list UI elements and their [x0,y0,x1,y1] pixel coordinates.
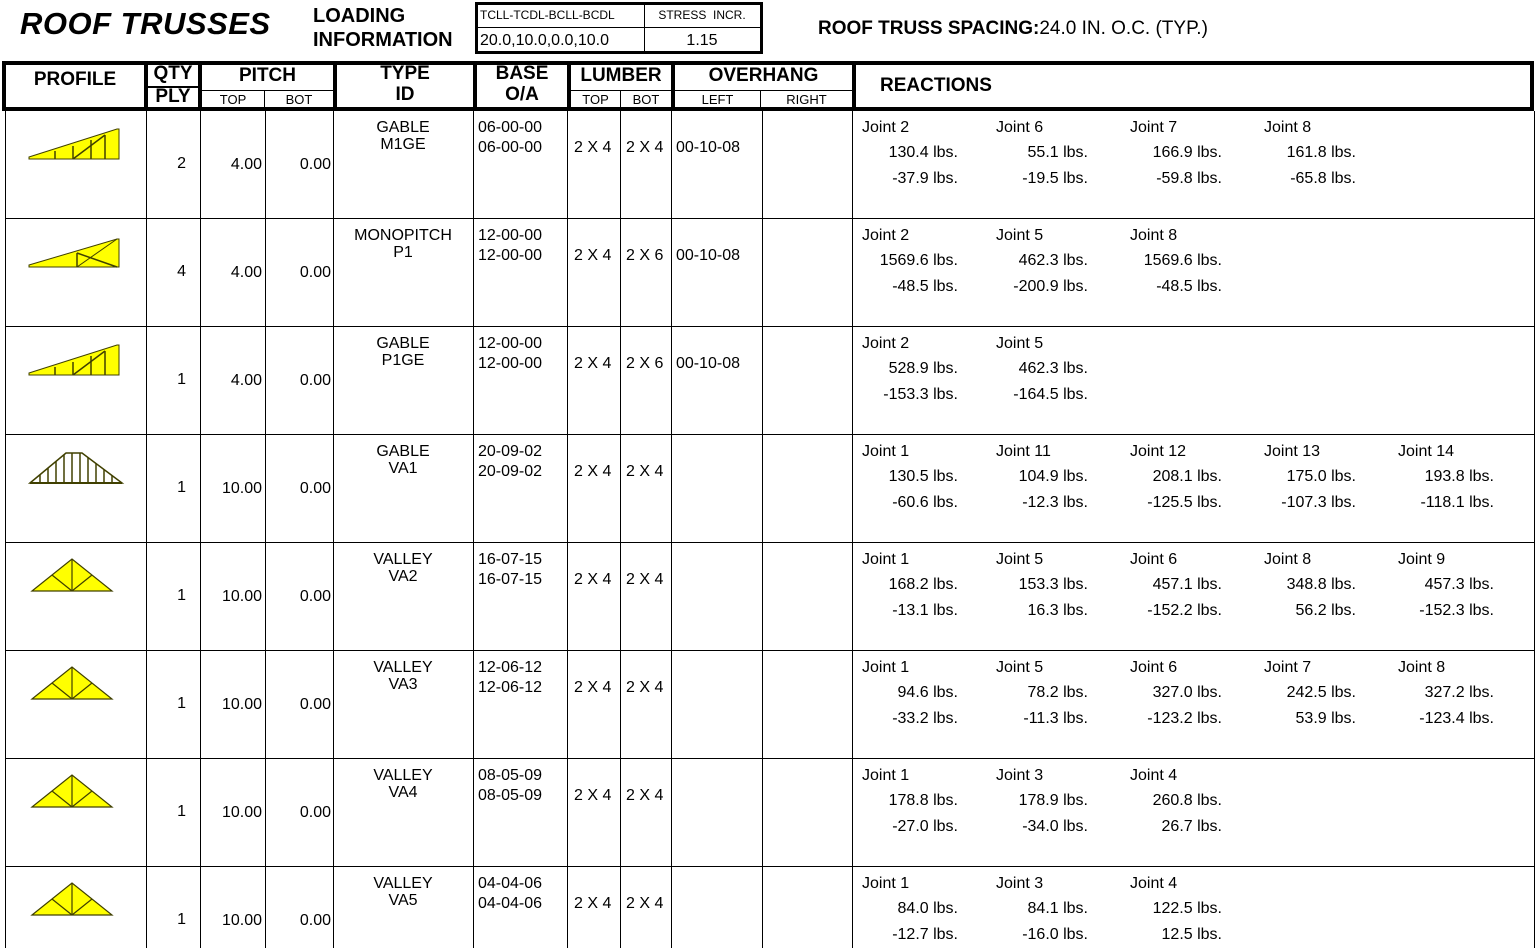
reaction-joint: Joint 8 [1398,659,1446,676]
reaction-max: 161.8 lbs. [1286,144,1356,161]
reaction-joint: Joint 12 [1130,443,1187,460]
grid-line-vertical [5,111,6,948]
reaction-joint: Joint 7 [1264,659,1312,676]
reaction-min: -152.2 lbs. [1147,602,1222,619]
row-separator [5,650,1535,651]
reaction-min: 26.7 lbs. [1161,818,1222,835]
col-qty: QTY [153,63,193,84]
base-cell: 12-06-12 [478,659,543,676]
lumber-bot-cell: 2 X 4 [626,139,664,156]
pitch-top-cell: 10.00 [221,912,262,929]
reaction-max: 178.9 lbs. [1018,792,1088,809]
reaction-max: 260.8 lbs. [1152,792,1222,809]
truss-id-cell: VA4 [388,784,418,801]
lumber-top-cell: 2 X 4 [574,463,612,480]
lumber-bot-cell: 2 X 4 [626,679,664,696]
reaction-joint: Joint 8 [1264,551,1312,568]
col-lumber-bot: BOT [632,92,660,107]
reaction-max: 153.3 lbs. [1018,576,1088,593]
lumber-top-cell: 2 X 4 [574,787,612,804]
row-separator [5,326,1535,327]
reaction-joint: Joint 6 [1130,659,1178,676]
qty-cell: 1 [177,587,186,604]
loading-information-label [313,4,453,52]
reaction-joint: Joint 1 [862,551,910,568]
truss-type-cell: GABLE [376,443,430,460]
reaction-joint: Joint 4 [1130,767,1178,784]
loading-label-line1: LOADING [313,5,406,27]
reaction-max: 104.9 lbs. [1018,468,1088,485]
reaction-max: 78.2 lbs. [1027,684,1088,701]
reaction-min: 56.2 lbs. [1295,602,1356,619]
truss-type-cell: MONOPITCH [354,227,452,244]
reaction-max: 528.9 lbs. [888,360,958,377]
reaction-max: 327.2 lbs. [1424,684,1494,701]
grid-line-vertical [567,111,568,948]
lumber-bot-cell: 2 X 4 [626,895,664,912]
pitch-bot-cell: 0.00 [299,156,331,173]
grid-line-vertical [620,111,621,948]
reaction-max: 175.0 lbs. [1286,468,1356,485]
reaction-min: -11.3 lbs. [1023,710,1088,727]
reaction-min: -34.0 lbs. [1022,818,1088,835]
reaction-joint: Joint 2 [862,227,910,244]
gable-mono-truss-icon [25,121,125,171]
reaction-joint: Joint 13 [1264,443,1321,460]
qty-cell: 4 [177,263,186,280]
lumber-top-cell: 2 X 4 [574,571,612,588]
pitch-top-cell: 10.00 [221,696,262,713]
reaction-min: -118.1 lbs. [1420,494,1494,511]
reaction-joint: Joint 8 [1264,119,1312,136]
loading-label-line2: INFORMATION [313,29,453,51]
reaction-min: 12.5 lbs. [1161,926,1222,943]
pitch-top-cell: 4.00 [230,156,262,173]
reaction-max: 1569.6 lbs. [879,252,958,269]
reaction-min: -107.3 lbs. [1281,494,1356,511]
lumber-top-cell: 2 X 4 [574,895,612,912]
base-cell: 12-00-00 [478,227,543,244]
reaction-joint: Joint 5 [996,227,1044,244]
truss-id-cell: P1 [393,244,413,261]
spacing-value: 24.0 IN. O.C. (TYP.) [1039,18,1208,39]
truss-type-cell: VALLEY [373,875,433,892]
pitch-bot-cell: 0.00 [299,372,331,389]
valley-truss-icon [26,769,126,819]
reaction-min: -16.0 lbs. [1022,926,1088,943]
reaction-joint: Joint 1 [862,443,910,460]
col-pitch-bot: BOT [285,92,313,107]
valley-truss-icon [26,877,126,927]
col-lumber-top: TOP [582,92,609,107]
lumber-bot-cell: 2 X 4 [626,463,664,480]
col-base: BASE [495,63,549,84]
reaction-min: -37.9 lbs. [892,170,958,187]
gable-mono-truss-icon [25,337,125,387]
reaction-max: 130.4 lbs. [888,144,958,161]
reaction-max: 84.0 lbs. [897,900,958,917]
reaction-joint: Joint 7 [1130,119,1178,136]
grid-line-vertical [762,111,763,948]
table-header [2,61,1534,111]
col-type: TYPE [380,63,430,84]
reaction-min: -48.5 lbs. [892,278,958,295]
reaction-min: -13.1 lbs. [892,602,958,619]
base-cell: 06-00-00 [478,119,543,136]
load-label: TCLL-TCDL-BCLL-BCDL [480,8,615,22]
reaction-max: 242.5 lbs. [1286,684,1356,701]
col-pitch: PITCH [239,65,296,86]
reaction-joint: Joint 2 [862,119,910,136]
reaction-joint: Joint 4 [1130,875,1178,892]
reaction-max: 193.8 lbs. [1424,468,1494,485]
reaction-min: -200.9 lbs. [1013,278,1088,295]
pitch-bot-cell: 0.00 [299,588,331,605]
col-overhang-right: RIGHT [786,92,827,107]
reaction-max: 462.3 lbs. [1018,252,1088,269]
reaction-joint: Joint 6 [1130,551,1178,568]
oa-cell: 12-06-12 [478,679,543,696]
truss-type-cell: VALLEY [373,551,433,568]
reaction-max: 166.9 lbs. [1152,144,1222,161]
reaction-max: 327.0 lbs. [1152,684,1222,701]
pitch-top-cell: 10.00 [221,804,262,821]
truss-type-cell: VALLEY [373,767,433,784]
reaction-max: 208.1 lbs. [1152,468,1222,485]
truss-type-cell: GABLE [376,335,430,352]
spacing-label: ROOF TRUSS SPACING: [818,18,1040,39]
reaction-joint: Joint 2 [862,335,910,352]
loading-info-box [475,2,763,54]
pitch-bot-cell: 0.00 [299,696,331,713]
base-cell: 20-09-02 [478,443,543,460]
reaction-min: -48.5 lbs. [1156,278,1222,295]
reaction-joint: Joint 11 [996,443,1051,460]
truss-id-cell: M1GE [380,136,426,153]
col-id: ID [395,84,415,105]
pitch-top-cell: 4.00 [230,372,262,389]
reaction-max: 55.1 lbs. [1027,144,1088,161]
reaction-joint: Joint 5 [996,551,1044,568]
grid-line-vertical [1534,111,1535,948]
reaction-min: -19.5 lbs. [1022,170,1088,187]
col-oa: O/A [505,84,539,105]
reaction-max: 348.8 lbs. [1286,576,1356,593]
monopitch-truss-icon [25,229,125,279]
reaction-joint: Joint 14 [1398,443,1455,460]
pitch-top-cell: 10.00 [221,588,262,605]
reaction-min: -60.6 lbs. [892,494,958,511]
stress-value: 1.15 [686,32,718,49]
hdr-sub-h [571,90,671,91]
reaction-max: 122.5 lbs. [1152,900,1222,917]
reaction-max: 168.2 lbs. [888,576,958,593]
reaction-min: -164.5 lbs. [1013,386,1088,403]
row-separator [5,218,1535,219]
row-separator [5,866,1535,867]
pitch-bot-cell: 0.00 [299,912,331,929]
oa-cell: 20-09-02 [478,463,543,480]
col-lumber: LUMBER [580,65,662,86]
truss-id-cell: VA1 [388,460,418,477]
lumber-bot-cell: 2 X 6 [626,247,664,264]
truss-type-cell: GABLE [376,119,430,136]
reaction-min: -27.0 lbs. [892,818,958,835]
col-overhang-left: LEFT [701,92,734,107]
hdr-sub-h [675,90,852,91]
pitch-bot-cell: 0.00 [299,264,331,281]
reaction-min: -123.2 lbs. [1147,710,1222,727]
overhang-left-cell: 00-10-08 [676,355,741,372]
valley-truss-icon [26,661,126,711]
hdr-sub-h [202,90,333,91]
overhang-left-cell: 00-10-08 [676,139,741,156]
lumber-bot-cell: 2 X 4 [626,571,664,588]
overhang-left-cell: 00-10-08 [676,247,741,264]
load-value: 20.0,10.0,0.0,10.0 [480,32,609,49]
reaction-joint: Joint 9 [1398,551,1446,568]
reaction-min: 53.9 lbs. [1295,710,1356,727]
pitch-top-cell: 10.00 [221,480,262,497]
qty-cell: 2 [177,155,186,172]
stress-label: STRESS INCR. [658,8,746,22]
loadbox-divider-h [478,27,760,28]
qty-cell: 1 [177,695,186,712]
qty-cell: 1 [177,371,186,388]
pitch-top-cell: 4.00 [230,264,262,281]
base-cell: 04-04-06 [478,875,543,892]
reaction-joint: Joint 1 [862,875,910,892]
row-separator [5,542,1535,543]
grid-line-vertical [671,111,672,948]
gable-truss-icon [26,445,126,495]
pitch-bot-cell: 0.00 [299,480,331,497]
oa-cell: 12-00-00 [478,247,543,264]
reaction-min: -59.8 lbs. [1156,170,1222,187]
row-separator [5,758,1535,759]
truss-type-cell: VALLEY [373,659,433,676]
col-pitch-top: TOP [219,92,247,107]
reaction-min: -123.4 lbs. [1419,710,1494,727]
reaction-min: -12.7 lbs. [892,926,958,943]
lumber-top-cell: 2 X 4 [574,247,612,264]
pitch-bot-cell: 0.00 [299,804,331,821]
oa-cell: 06-00-00 [478,139,543,156]
truss-id-cell: VA3 [388,676,418,693]
row-separator [5,434,1535,435]
reaction-max: 1569.6 lbs. [1143,252,1222,269]
col-ply: PLY [155,86,191,107]
reaction-joint: Joint 8 [1130,227,1178,244]
truss-spacing [818,18,1208,40]
qty-cell: 1 [177,803,186,820]
reaction-joint: Joint 5 [996,659,1044,676]
reaction-min: -153.3 lbs. [883,386,958,403]
reaction-max: 457.3 lbs. [1424,576,1494,593]
oa-cell: 04-04-06 [478,895,543,912]
valley-truss-icon [26,553,126,603]
reaction-min: -152.3 lbs. [1419,602,1494,619]
truss-id-cell: VA5 [388,892,418,909]
page-title: ROOF TRUSSES [20,6,271,41]
oa-cell: 16-07-15 [478,571,543,588]
reaction-joint: Joint 3 [996,875,1044,892]
grid-line-vertical [265,111,266,948]
reaction-joint: Joint 5 [996,335,1044,352]
qty-cell: 1 [177,911,186,928]
reaction-min: -33.2 lbs. [892,710,958,727]
lumber-top-cell: 2 X 4 [574,679,612,696]
reaction-max: 462.3 lbs. [1018,360,1088,377]
reaction-max: 178.8 lbs. [888,792,958,809]
reaction-joint: Joint 1 [862,659,910,676]
oa-cell: 08-05-09 [478,787,543,804]
col-profile: PROFILE [33,69,117,90]
reaction-max: 457.1 lbs. [1152,576,1222,593]
base-cell: 16-07-15 [478,551,543,568]
base-cell: 08-05-09 [478,767,543,784]
truss-id-cell: VA2 [388,568,418,585]
col-reactions: REACTIONS [880,75,992,96]
reaction-max: 94.6 lbs. [897,684,958,701]
lumber-top-cell: 2 X 4 [574,139,612,156]
lumber-bot-cell: 2 X 4 [626,787,664,804]
hdr-sep [852,65,856,107]
reaction-min: 16.3 lbs. [1027,602,1088,619]
reaction-max: 84.1 lbs. [1027,900,1088,917]
truss-id-cell: P1GE [381,352,425,369]
grid-line-vertical [146,111,147,948]
reaction-min: -65.8 lbs. [1290,170,1356,187]
reaction-min: -12.3 lbs. [1022,494,1088,511]
col-overhang: OVERHANG [708,65,819,86]
reaction-joint: Joint 1 [862,767,910,784]
grid-line-vertical [200,111,201,948]
reaction-min: -125.5 lbs. [1147,494,1222,511]
reaction-joint: Joint 6 [996,119,1044,136]
qty-cell: 1 [177,479,186,496]
reaction-max: 130.5 lbs. [888,468,958,485]
reaction-joint: Joint 3 [996,767,1044,784]
grid-line-vertical [473,111,474,948]
lumber-bot-cell: 2 X 6 [626,355,664,372]
lumber-top-cell: 2 X 4 [574,355,612,372]
oa-cell: 12-00-00 [478,355,543,372]
base-cell: 12-00-00 [478,335,543,352]
